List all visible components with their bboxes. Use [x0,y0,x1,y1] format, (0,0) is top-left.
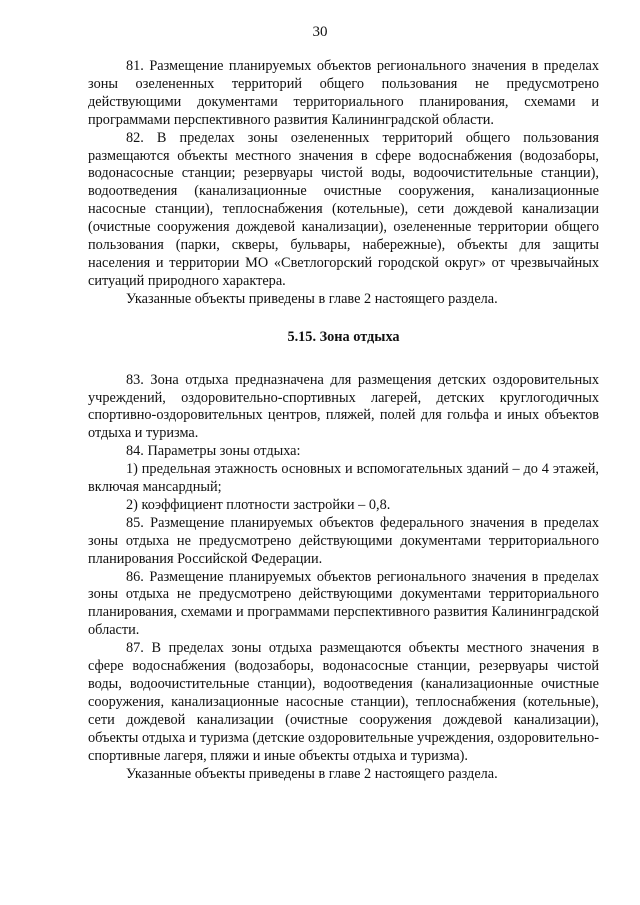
list-item-2: 2) коэффициент плотности застройки – 0,8. [126,496,391,513]
paragraph-82: 82. В пределах зоны озелененных территорий общего пользования размещаются объекты местного значения в сфере водоснабжения (водозаборы, водонасосные станции; резервуары чистой воды, водоочистительные станции), водоотведения (канализационные очистные сооружения, канализационные насосные станции), теплоснабжения (котельные), сети дождевой канализации (очистные сооружения дождевой канализации), озелененные территории общего пользования (парки, скверы, бульвары, набережные), объекты для защиты населения и территории МО «Светлогорский городской округ» от чрезвычайных ситуаций природного характера. [88,129,599,289]
paragraph-81: 81. Размещение планируемых объектов регионального значения в пределах зоны озелененных территорий общего пользования не предусмотрено действующими документами территориального планирования, схемами и программами перспективного развития Калининградской области. [88,58,599,128]
page-number: 30 [312,24,328,40]
paragraph-objects-reference-2: Указанные объекты приведены в главе 2 настоящего раздела. [126,765,498,782]
document-body [88,58,599,783]
paragraph-objects-reference-1: Указанные объекты приведены в главе 2 настоящего раздела. [126,290,498,307]
section-heading: 5.15. Зона отдыха [287,328,400,345]
paragraph-84: 84. Параметры зоны отдыха: [126,443,301,460]
paragraph-86: 86. Размещение планируемых объектов регионального значения в пределах зоны отдыха не предусмотрено действующими документами территориального планирования, схемами и программами перспективного развития Калининградской области. [88,568,599,639]
list-item-1: 1) предельная этажность основных и вспомогательных зданий – до 4 этажей, включая мансардный; [88,461,599,496]
paragraph-85: 85. Размещение планируемых объектов федерального значения в пределах зоны отдыха не предусмотрено действующими документами территориального планирования Российской Федерации. [88,514,599,567]
paragraph-87: 87. В пределах зоны отдыха размещаются объекты местного значения в сфере водоснабжения (водозаборы, водонасосные станции, резервуары чистой воды, водоочистительные станции), водоотведения (канализационные очистные сооружения, канализационные насосные станции), теплоснабжения (котельные), сети дождевой канализации (очистные сооружения дождевой канализации), объекты отдыха и туризма (детские оздоровительные учреждения, оздоровительно-спортивные лагеря, пляжи и иные объекты отдыха и туризма). [88,640,599,764]
paragraph-83: 83. Зона отдыха предназначена для размещения детских оздоровительных учреждений, оздоровительно-спортивных лагерей, детских круглогодичных спортивно-оздоровительных центров, пляжей, полей для гольфа и иных объектов отдыха и туризма. [88,371,599,442]
